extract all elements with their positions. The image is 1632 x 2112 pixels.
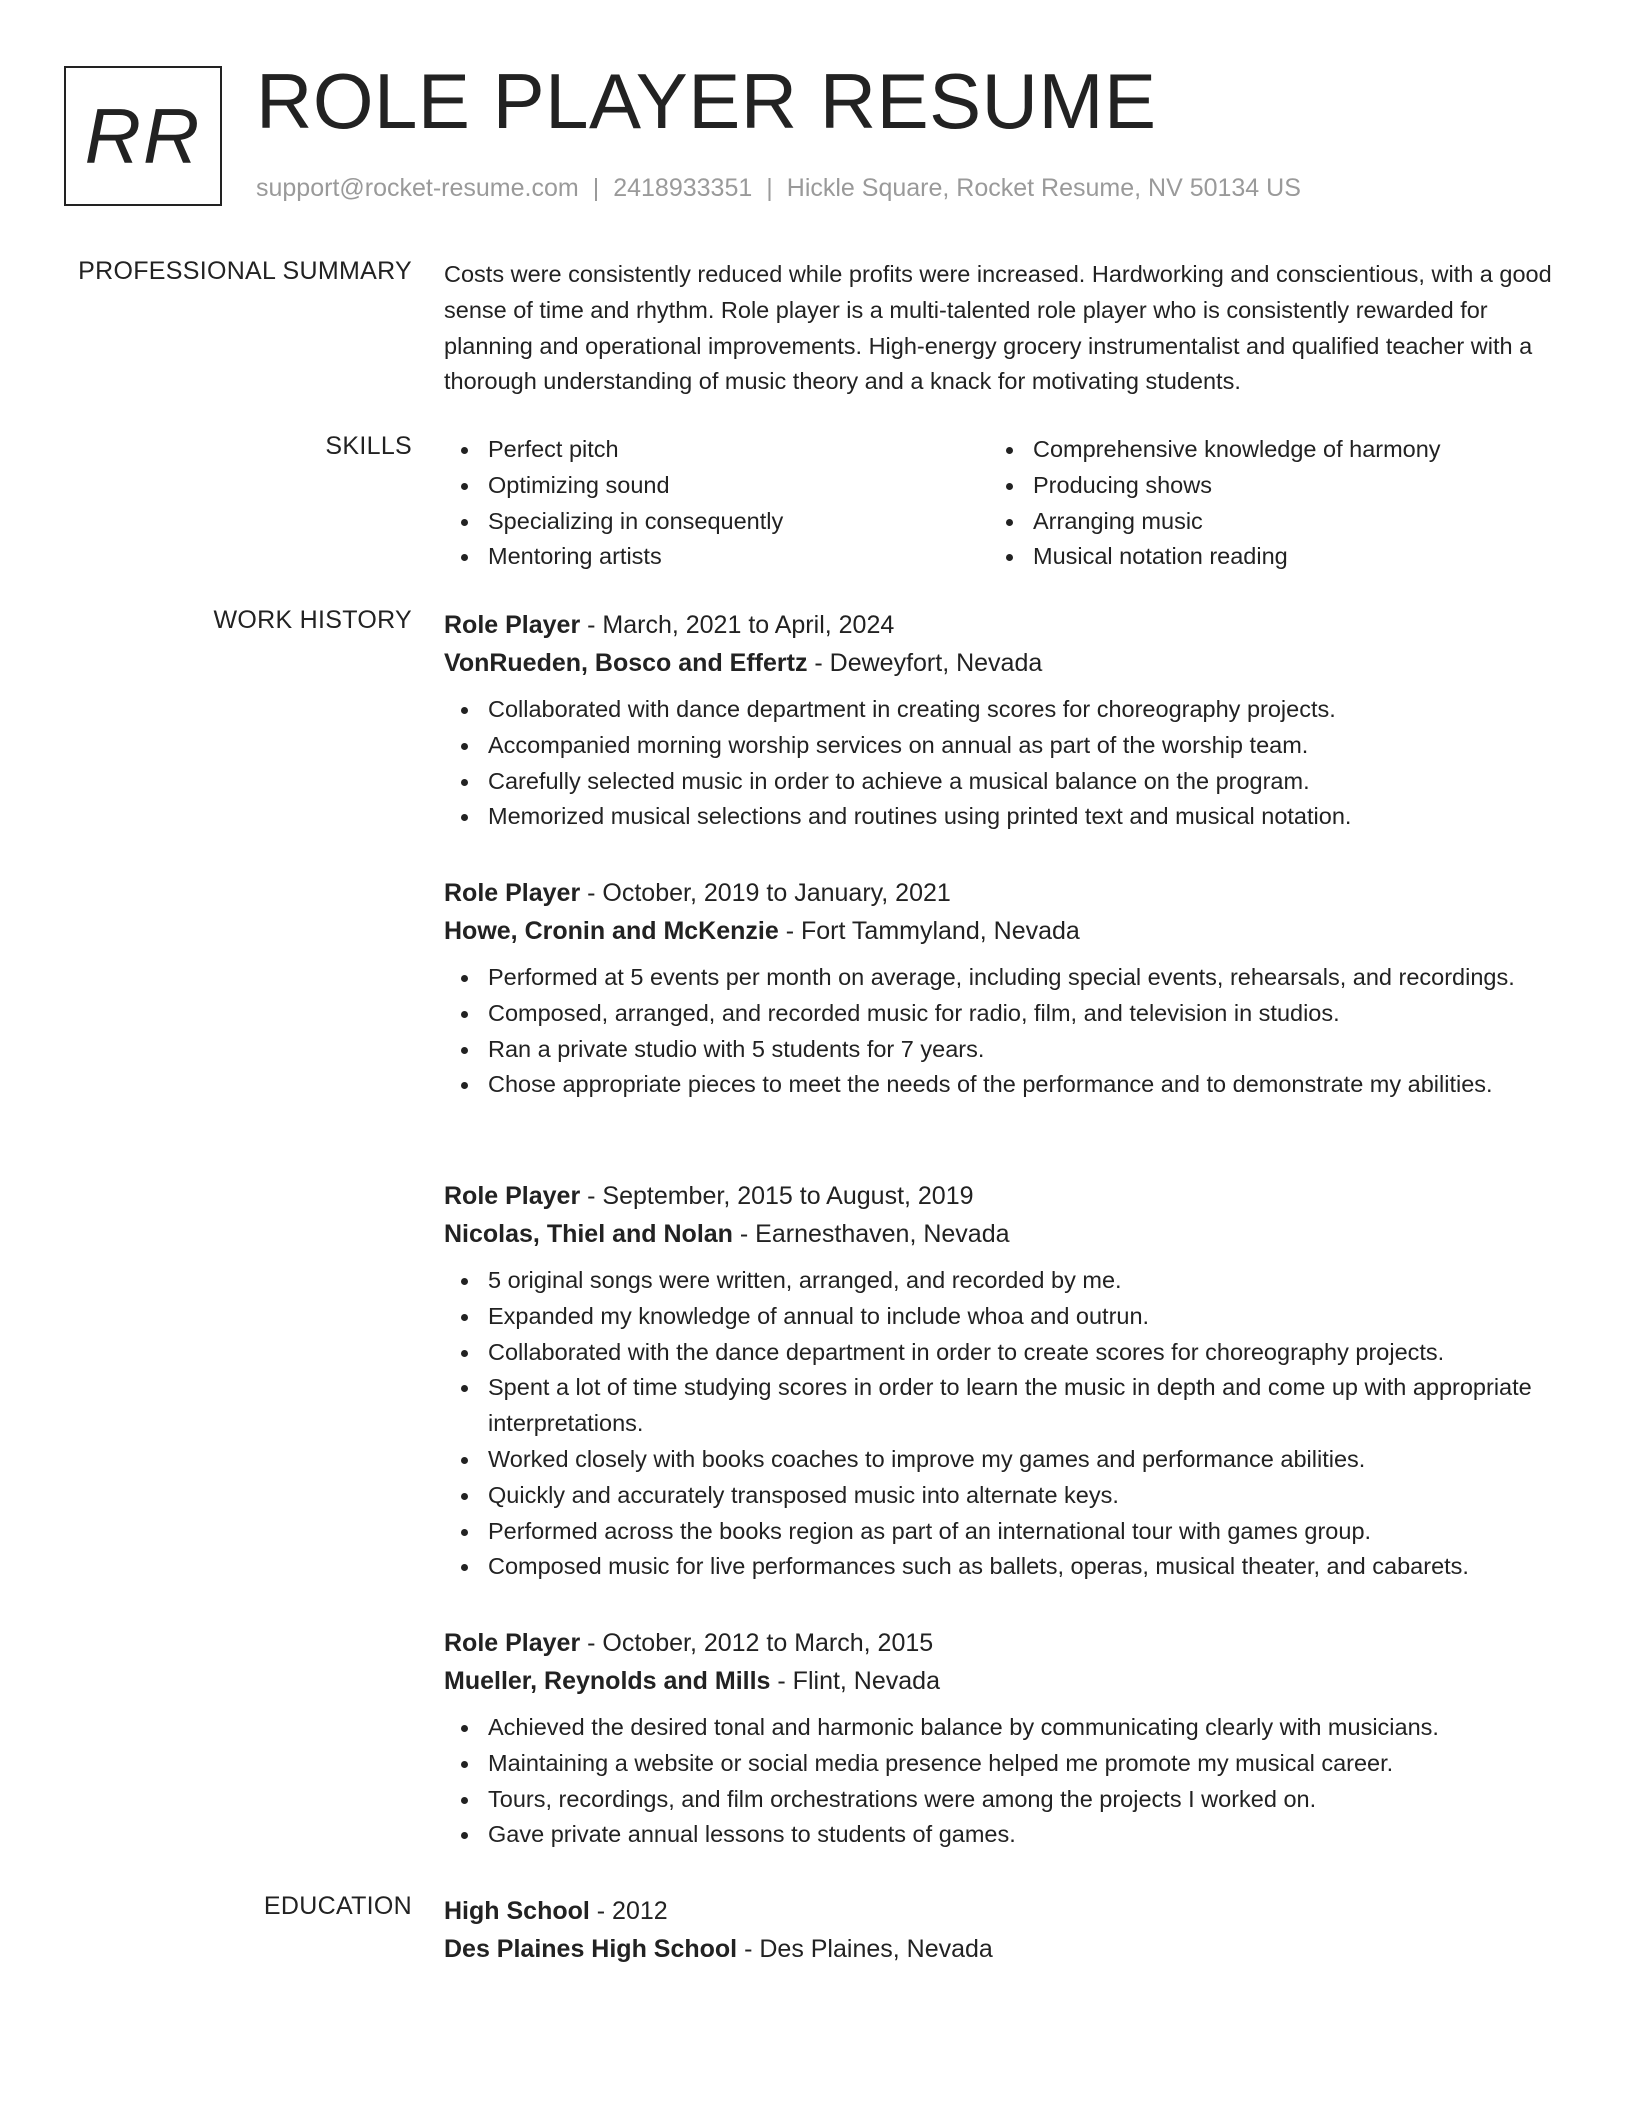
list-item: Collaborated with dance department in creating scores for choreography projects. [444, 692, 1559, 728]
job-company: Nicolas, Thiel and Nolan [444, 1220, 733, 1248]
job-company: Mueller, Reynolds and Mills [444, 1667, 771, 1695]
skill-item: Producing shows [989, 468, 1534, 504]
skill-item: Perfect pitch [444, 432, 989, 468]
summary-text: Costs were consistently reduced while profits were increased. Hardworking and conscientious, with a good sense of time and rhythm. Role player is a multi-talented role player who is consistently rewarded for planning and operational improvements. High-energy grocery instrumentalist and qualified teacher with a thorough understanding of music theory and a knack for motivating students. [444, 261, 1552, 395]
list-item: Tours, recordings, and film orchestrations were among the projects I worked on. [444, 1782, 1559, 1818]
job-dates: - September, 2015 to August, 2019 [580, 1182, 974, 1210]
education-school-line [444, 1930, 1559, 1968]
list-item: Composed music for live performances such as ballets, operas, musical theater, and cabarets. [444, 1549, 1559, 1585]
education-degree-line [444, 1892, 1559, 1930]
job-location: - Fort Tammyland, Nevada [778, 917, 1080, 945]
job-dates: - October, 2019 to January, 2021 [580, 879, 951, 907]
list-item: 5 original songs were written, arranged, and recorded by me. [444, 1263, 1559, 1299]
list-item: Chose appropriate pieces to meet the needs of the performance and to demonstrate my abilities. [444, 1067, 1559, 1103]
skill-item: Optimizing sound [444, 468, 989, 504]
job-entry [444, 1624, 1559, 1853]
skill-item: Specializing in consequently [444, 504, 989, 540]
job-company-line [444, 644, 1559, 682]
job-company: Howe, Cronin and McKenzie [444, 917, 779, 945]
list-item: Accompanied morning worship services on annual as part of the worship team. [444, 728, 1559, 764]
skill-item: Arranging music [989, 504, 1534, 540]
job-entry [444, 1177, 1559, 1585]
page-title: ROLE PLAYER RESUME [256, 57, 1157, 145]
list-item: Spent a lot of time studying scores in order to learn the music in depth and come up with appropriate interpretations. [444, 1370, 1559, 1442]
monogram-logo: RR [64, 66, 222, 206]
job-dates: - October, 2012 to March, 2015 [580, 1629, 934, 1657]
list-item: Gave private annual lessons to students of games. [444, 1817, 1559, 1853]
job-company: VonRueden, Bosco and Effertz [444, 649, 808, 677]
job-entry [444, 874, 1559, 1103]
list-item: Maintaining a website or social media presence helped me promote my musical career. [444, 1746, 1559, 1782]
skills-list-right [989, 432, 1534, 575]
job-title-line [444, 1177, 1559, 1215]
job-title: Role Player [444, 611, 581, 639]
job-title-line [444, 874, 1559, 912]
job-bullets [444, 1263, 1559, 1585]
job-bullets [444, 960, 1559, 1103]
education-heading: EDUCATION [263, 1892, 412, 1920]
contact-email[interactable]: support@rocket-resume.com [256, 174, 579, 202]
job-location: - Earnesthaven, Nevada [732, 1220, 1010, 1248]
skill-item: Comprehensive knowledge of harmony [989, 432, 1534, 468]
list-item: Expanded my knowledge of annual to include whoa and outrun. [444, 1299, 1559, 1335]
list-item: Worked closely with books coaches to improve my games and performance abilities. [444, 1442, 1559, 1478]
contact-separator: | [592, 174, 600, 202]
list-item: Collaborated with the dance department in order to create scores for choreography projects. [444, 1335, 1559, 1371]
work-history-heading: WORK HISTORY [213, 606, 412, 634]
list-item: Composed, arranged, and recorded music for radio, film, and television in studios. [444, 996, 1559, 1032]
job-title: Role Player [444, 1182, 581, 1210]
job-company-line [444, 1662, 1559, 1700]
summary-heading: PROFESSIONAL SUMMARY [78, 257, 412, 285]
contact-phone[interactable]: 2418933351 [613, 174, 753, 202]
job-location: - Flint, Nevada [770, 1667, 940, 1695]
list-item: Performed at 5 events per month on average, including special events, rehearsals, and recordings. [444, 960, 1559, 996]
contact-line [256, 174, 1301, 203]
skill-item: Musical notation reading [989, 539, 1534, 575]
list-item: Carefully selected music in order to achieve a musical balance on the program. [444, 764, 1559, 800]
education-school: Des Plaines High School [444, 1935, 738, 1963]
skills-list-left [444, 432, 989, 575]
list-item: Quickly and accurately transposed music into alternate keys. [444, 1478, 1559, 1514]
education-location: - Des Plaines, Nevada [737, 1935, 993, 1963]
job-entry [444, 606, 1559, 835]
job-company-line [444, 1215, 1559, 1253]
education-degree: High School [444, 1897, 590, 1925]
job-title: Role Player [444, 879, 581, 907]
list-item: Memorized musical selections and routines using printed text and musical notation. [444, 799, 1559, 835]
job-title-line [444, 606, 1559, 644]
job-title-line [444, 1624, 1559, 1662]
contact-address: Hickle Square, Rocket Resume, NV 50134 US [786, 174, 1301, 202]
job-bullets [444, 1710, 1559, 1853]
skill-item: Mentoring artists [444, 539, 989, 575]
skills-heading: SKILLS [325, 432, 412, 460]
job-bullets [444, 692, 1559, 835]
list-item: Ran a private studio with 5 students for 7 years. [444, 1032, 1559, 1068]
list-item: Performed across the books region as part of an international tour with games group. [444, 1514, 1559, 1550]
contact-separator: | [766, 174, 773, 202]
education-year: - 2012 [589, 1897, 668, 1925]
job-company-line [444, 912, 1559, 950]
list-item: Achieved the desired tonal and harmonic balance by communicating clearly with musicians. [444, 1710, 1559, 1746]
job-dates: - March, 2021 to April, 2024 [580, 611, 895, 639]
job-location: - Deweyfort, Nevada [807, 649, 1043, 677]
job-title: Role Player [444, 1629, 581, 1657]
